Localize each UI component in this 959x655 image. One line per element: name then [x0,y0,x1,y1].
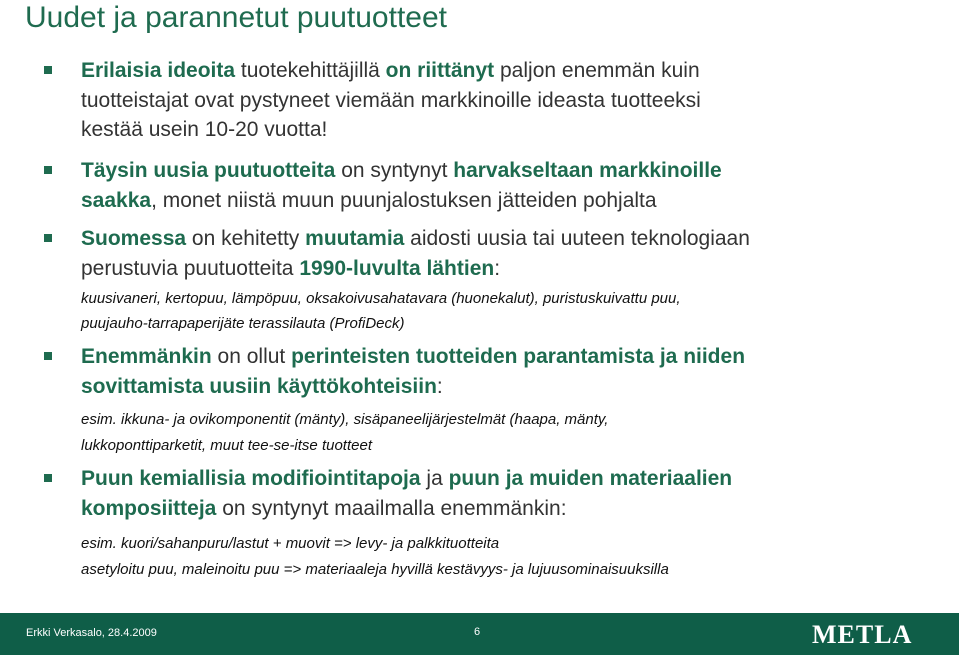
bullet-3-example-2: puujauho-tarrapaperijäte terassilauta (ProfiDeck) [81,315,405,332]
body-text: tuotteistajat ovat pystyneet viemään markkinoille ideasta tuotteeksi [81,89,701,112]
emphasis-text: puun ja muiden materiaalien [448,467,733,490]
body-text: : [494,257,501,280]
emphasis-text: komposiitteja [81,497,217,520]
body-text: tuotekehittäjillä [235,59,386,82]
bullet-marker [44,234,52,242]
emphasis-text: Täysin uusia puutuotteita [81,159,336,182]
bullet-4-example-1: esim. ikkuna- ja ovikomponentit (mänty), sisäpaneelijärjestelmät (haapa, mänty, [81,411,609,428]
bullet-marker [44,352,52,360]
body-text: kestää usein 10-20 vuotta! [81,118,328,141]
body-text: : [436,375,443,398]
body-text: on kehitetty [186,227,306,250]
page-number: 6 [474,626,481,638]
emphasis-text: Erilaisia ideoita [81,59,236,82]
emphasis-text: saakka [81,189,152,212]
bullet-4-line-1 [81,344,745,370]
slide-title: Uudet ja parannetut puutuotteet [25,1,447,34]
bullet-5-example-1: esim. kuori/sahanpuru/lastut + muovit => levy- ja palkkituotteita [81,535,500,552]
bullet-marker [44,474,52,482]
emphasis-text: 1990-luvulta lähtien [299,257,495,280]
bullet-3-line-1 [81,226,750,252]
emphasis-text: sovittamista uusiin käyttökohteisiin [81,375,437,398]
metla-logo: METLA [812,620,913,649]
bullet-marker [44,66,52,74]
bullet-4-example-2: lukkoponttiparketit, muut tee-se-itse tuotteet [81,437,372,454]
emphasis-text: on riittänyt [385,59,495,82]
body-text: aidosti uusia tai uuteen teknologiaan [404,227,750,250]
bullet-1-line-1 [81,58,700,84]
bullet-1-line-2 [81,88,701,114]
bullet-marker [44,166,52,174]
footer-author: Erkki Verkasalo, 28.4.2009 [26,627,157,639]
emphasis-text: Puun kemiallisia modifiointitapoja [81,467,421,490]
bullet-3-example-1: kuusivaneri, kertopuu, lämpöpuu, oksakoivusahatavara (huonekalut), puristuskuivattu puu, [81,290,681,307]
emphasis-text: Enemmänkin [81,345,212,368]
bullet-5-example-2: asetyloitu puu, maleinoitu puu => materiaaleja hyvillä kestävyys- ja lujuusominaisuuksilla [81,561,669,578]
footer-bar [0,613,959,655]
body-text: paljon enemmän kuin [494,59,700,82]
body-text: on ollut [211,345,292,368]
bullet-5-line-1 [81,466,732,492]
bullet-2-line-2 [81,188,657,214]
bullet-5-line-2 [81,496,567,522]
body-text: on syntynyt maailmalla enemmänkin: [216,497,567,520]
body-text: , monet niistä muun puunjalostuksen jätteiden pohjalta [151,189,657,212]
emphasis-text: muutamia [305,227,405,250]
emphasis-text: harvakseltaan markkinoille [453,159,722,182]
body-text: ja [420,467,449,490]
emphasis-text: Suomessa [81,227,187,250]
body-text: perustuvia puutuotteita [81,257,300,280]
body-text: on syntynyt [335,159,454,182]
bullet-4-line-2 [81,374,443,400]
bullet-2-line-1 [81,158,722,184]
bullet-3-line-2 [81,256,500,282]
bullet-1-line-3 [81,117,327,143]
emphasis-text: perinteisten tuotteiden parantamista ja niiden [291,345,746,368]
